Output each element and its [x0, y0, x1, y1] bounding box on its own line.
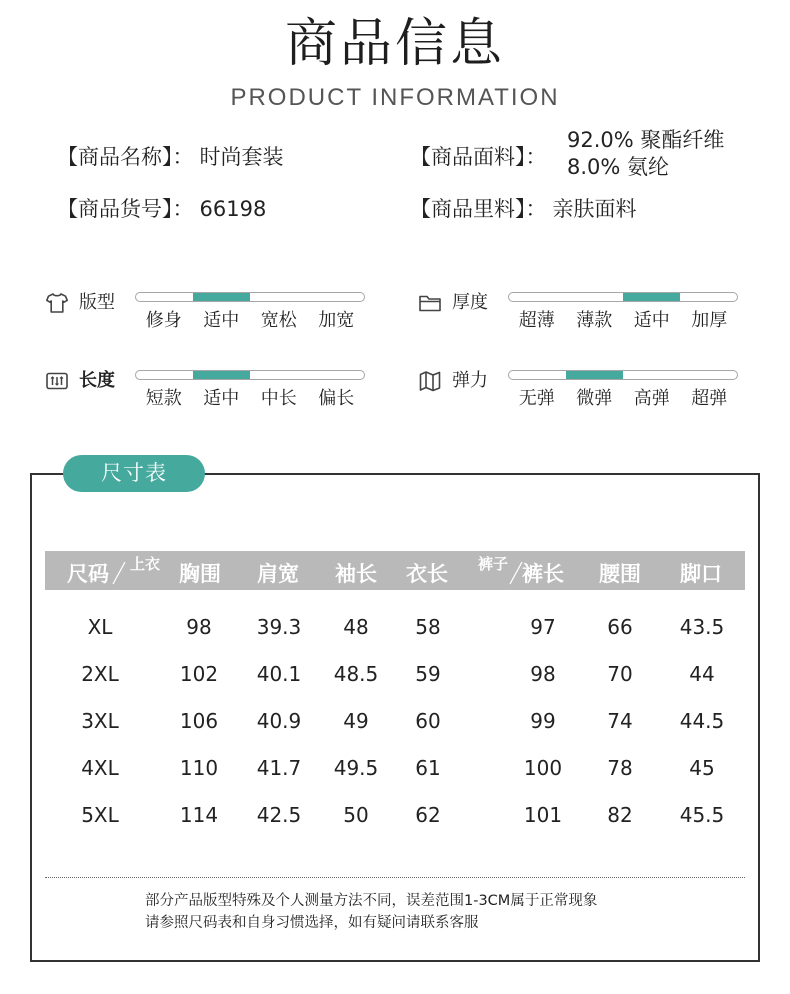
- attribute-label: 厚度: [452, 292, 488, 313]
- group-label-top: 上衣: [129, 555, 160, 573]
- level-option: 无弹: [518, 388, 555, 409]
- table-cell: 40.1: [256, 662, 302, 686]
- level-indicator: [623, 293, 680, 301]
- level-option: 薄款: [576, 310, 613, 331]
- table-cell: 44: [689, 662, 715, 686]
- level-bar: [135, 370, 365, 380]
- level-option: 适中: [633, 310, 670, 331]
- table-cell: 70: [607, 662, 633, 686]
- table-header: [45, 551, 745, 590]
- table-cell: 60: [415, 709, 441, 733]
- table-row: [0, 745, 790, 792]
- size-cell: 5XL: [81, 803, 119, 827]
- table-cell: 97: [530, 615, 556, 639]
- table-cell: 49.5: [333, 756, 379, 780]
- page-title: 商品信息: [284, 14, 505, 74]
- note-line: 部分产品版型特殊及个人测量方法不同，误差范围1-3CM属于正常现象: [145, 893, 598, 909]
- size-notes: [145, 890, 597, 934]
- attribute-fit: [45, 287, 365, 335]
- size-cell: 3XL: [81, 709, 119, 733]
- table-cell: 42.5: [256, 803, 302, 827]
- group-label-bottom: 裤子: [477, 555, 508, 573]
- table-cell: 39.3: [256, 615, 302, 639]
- page-subtitle: PRODUCT INFORMATION: [230, 84, 560, 111]
- table-cell: 43.5: [679, 615, 725, 639]
- size-cell: XL: [87, 615, 113, 639]
- product-name-row: [57, 144, 284, 170]
- table-cell: 99: [530, 709, 556, 733]
- level-bar: [135, 292, 365, 302]
- product-name-value: 时尚套装: [199, 145, 284, 169]
- table-cell: 48: [343, 615, 369, 639]
- sku-value: 66198: [199, 197, 267, 221]
- table-cell: 114: [179, 803, 219, 827]
- level-bar: [508, 292, 738, 302]
- table-cell: 41.7: [256, 756, 302, 780]
- table-cell: 106: [179, 709, 219, 733]
- table-cell: 100: [523, 756, 563, 780]
- level-option: 短款: [145, 388, 182, 409]
- table-cell: 101: [523, 803, 563, 827]
- table-body: [0, 604, 790, 839]
- table-row: [0, 651, 790, 698]
- size-table-title: 尺寸表: [63, 455, 205, 492]
- table-cell: 98: [186, 615, 212, 639]
- level-option: 宽松: [260, 310, 297, 331]
- attribute-label: 弹力: [452, 370, 488, 391]
- fabric-value-2: 8.0% 氨纶: [567, 155, 670, 179]
- table-cell: 40.9: [256, 709, 302, 733]
- fabric-value-1: 92.0% 聚酯纤维: [567, 128, 725, 152]
- table-cell: 58: [415, 615, 441, 639]
- sku-label: 【商品货号】：: [57, 197, 194, 221]
- ruler-icon: [45, 369, 69, 393]
- column-header-hem: 脚口: [680, 562, 722, 586]
- sku-row: [57, 196, 266, 222]
- table-row: [0, 792, 790, 839]
- size-cell: 2XL: [81, 662, 119, 686]
- table-cell: 48.5: [333, 662, 379, 686]
- lining-row: [410, 196, 637, 222]
- level-indicator: [566, 371, 623, 379]
- attribute-thickness: [418, 287, 738, 335]
- level-option: 适中: [203, 388, 240, 409]
- attribute-length: [45, 365, 365, 413]
- level-option: 中长: [260, 388, 297, 409]
- level-option: 加宽: [318, 310, 355, 331]
- table-cell: 78: [607, 756, 633, 780]
- note-line: 请参照尺码表和自身习惯选择，如有疑问请联系客服: [145, 915, 479, 931]
- table-cell: 98: [530, 662, 556, 686]
- tshirt-icon: [45, 291, 69, 315]
- level-option: 超薄: [518, 310, 555, 331]
- folder-icon: [418, 291, 442, 315]
- level-options: [135, 387, 365, 411]
- level-indicator: [193, 293, 250, 301]
- table-cell: 49: [343, 709, 369, 733]
- table-cell: 45.5: [679, 803, 725, 827]
- fabric-label: 【商品面料】：: [410, 145, 547, 169]
- column-header-chest: 胸围: [179, 562, 221, 586]
- table-cell: 45: [689, 756, 715, 780]
- table-cell: 66: [607, 615, 633, 639]
- fabric-row: [410, 144, 547, 170]
- level-option: 加厚: [691, 310, 728, 331]
- lining-value: 亲肤面料: [552, 197, 637, 221]
- column-header-sleeve: 袖长: [335, 562, 377, 586]
- level-options: [508, 387, 738, 411]
- level-option: 偏长: [318, 388, 355, 409]
- table-cell: 74: [607, 709, 633, 733]
- level-option: 适中: [203, 310, 240, 331]
- level-options: [508, 309, 738, 333]
- attribute-elasticity: [418, 365, 738, 413]
- table-row: [0, 698, 790, 745]
- column-header-waist: 腰围: [599, 562, 641, 586]
- level-option: 超弹: [691, 388, 728, 409]
- level-indicator: [193, 371, 250, 379]
- level-options: [135, 309, 365, 333]
- size-cell: 4XL: [81, 756, 119, 780]
- column-header-shoulder: 肩宽: [257, 562, 299, 586]
- attribute-label: 版型: [79, 292, 115, 313]
- lining-label: 【商品里料】：: [410, 197, 547, 221]
- map-icon: [418, 369, 442, 393]
- level-option: 修身: [145, 310, 182, 331]
- level-option: 高弹: [633, 388, 670, 409]
- table-cell: 102: [179, 662, 219, 686]
- column-header-top-length: 衣长: [406, 562, 448, 586]
- level-option: 微弹: [576, 388, 613, 409]
- table-cell: 61: [415, 756, 441, 780]
- table-cell: 62: [415, 803, 441, 827]
- table-cell: 59: [415, 662, 441, 686]
- table-cell: 110: [179, 756, 219, 780]
- table-cell: 44.5: [679, 709, 725, 733]
- dotted-divider: [45, 877, 745, 878]
- column-header-pants-length: 裤长: [522, 562, 564, 586]
- product-name-label: 【商品名称】：: [57, 145, 194, 169]
- table-cell: 82: [607, 803, 633, 827]
- attribute-label: 长度: [79, 370, 115, 391]
- table-cell: 50: [343, 803, 369, 827]
- column-header-size: 尺码: [67, 562, 109, 586]
- table-row: [0, 604, 790, 651]
- level-bar: [508, 370, 738, 380]
